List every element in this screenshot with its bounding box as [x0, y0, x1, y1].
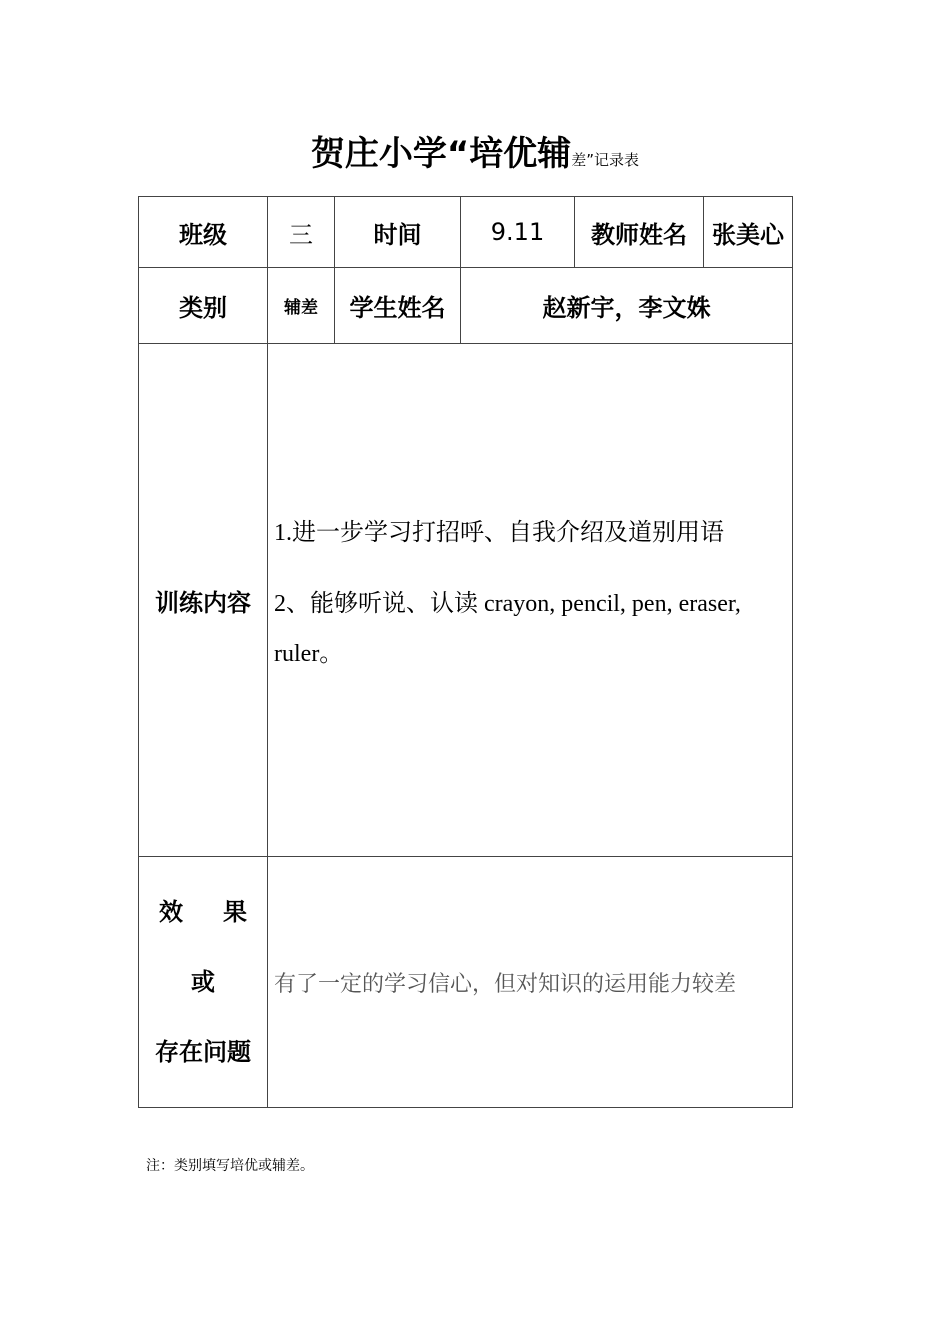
- table-row: [139, 857, 793, 1108]
- time-value: 9.11: [461, 197, 575, 268]
- training-line-2: 2、能够听说、认读 crayon, pencil, pen, eraser, ruler。: [274, 591, 741, 667]
- table-row: [139, 268, 793, 344]
- training-label: 训练内容: [139, 344, 268, 857]
- effect-text: 有了一定的学习信心，但对知识的运用能力较差: [268, 857, 793, 1108]
- student-value: 赵新宇，李文姝: [461, 268, 793, 344]
- class-label: 班级: [139, 197, 268, 268]
- effect-label: [139, 857, 268, 1108]
- teacher-label: 教师姓名: [575, 197, 704, 268]
- category-value: 辅差: [268, 268, 335, 344]
- record-table: [138, 196, 793, 1108]
- table-row: [139, 344, 793, 857]
- effect-label-char1: 效: [159, 898, 183, 926]
- time-label: 时间: [335, 197, 461, 268]
- footnote: 注：类别填写培优或辅差。: [146, 1158, 314, 1174]
- effect-label-line2: 或: [191, 968, 215, 996]
- title-main: 贺庄小学“培优辅: [310, 134, 572, 174]
- training-line-1: 1.进一步学习打招呼、自我介绍及道别用语: [274, 520, 724, 546]
- class-value: 三: [268, 197, 335, 268]
- title-tail: 差”记录表: [571, 151, 640, 169]
- teacher-value: 张美心: [704, 197, 793, 268]
- student-label: 学生姓名: [335, 268, 461, 344]
- effect-label-line3: 存在问题: [155, 1038, 251, 1066]
- document-title: [0, 126, 950, 175]
- training-content: [268, 344, 793, 857]
- table-row: [139, 197, 793, 268]
- category-label: 类别: [139, 268, 268, 344]
- effect-label-char2: 果: [223, 898, 247, 926]
